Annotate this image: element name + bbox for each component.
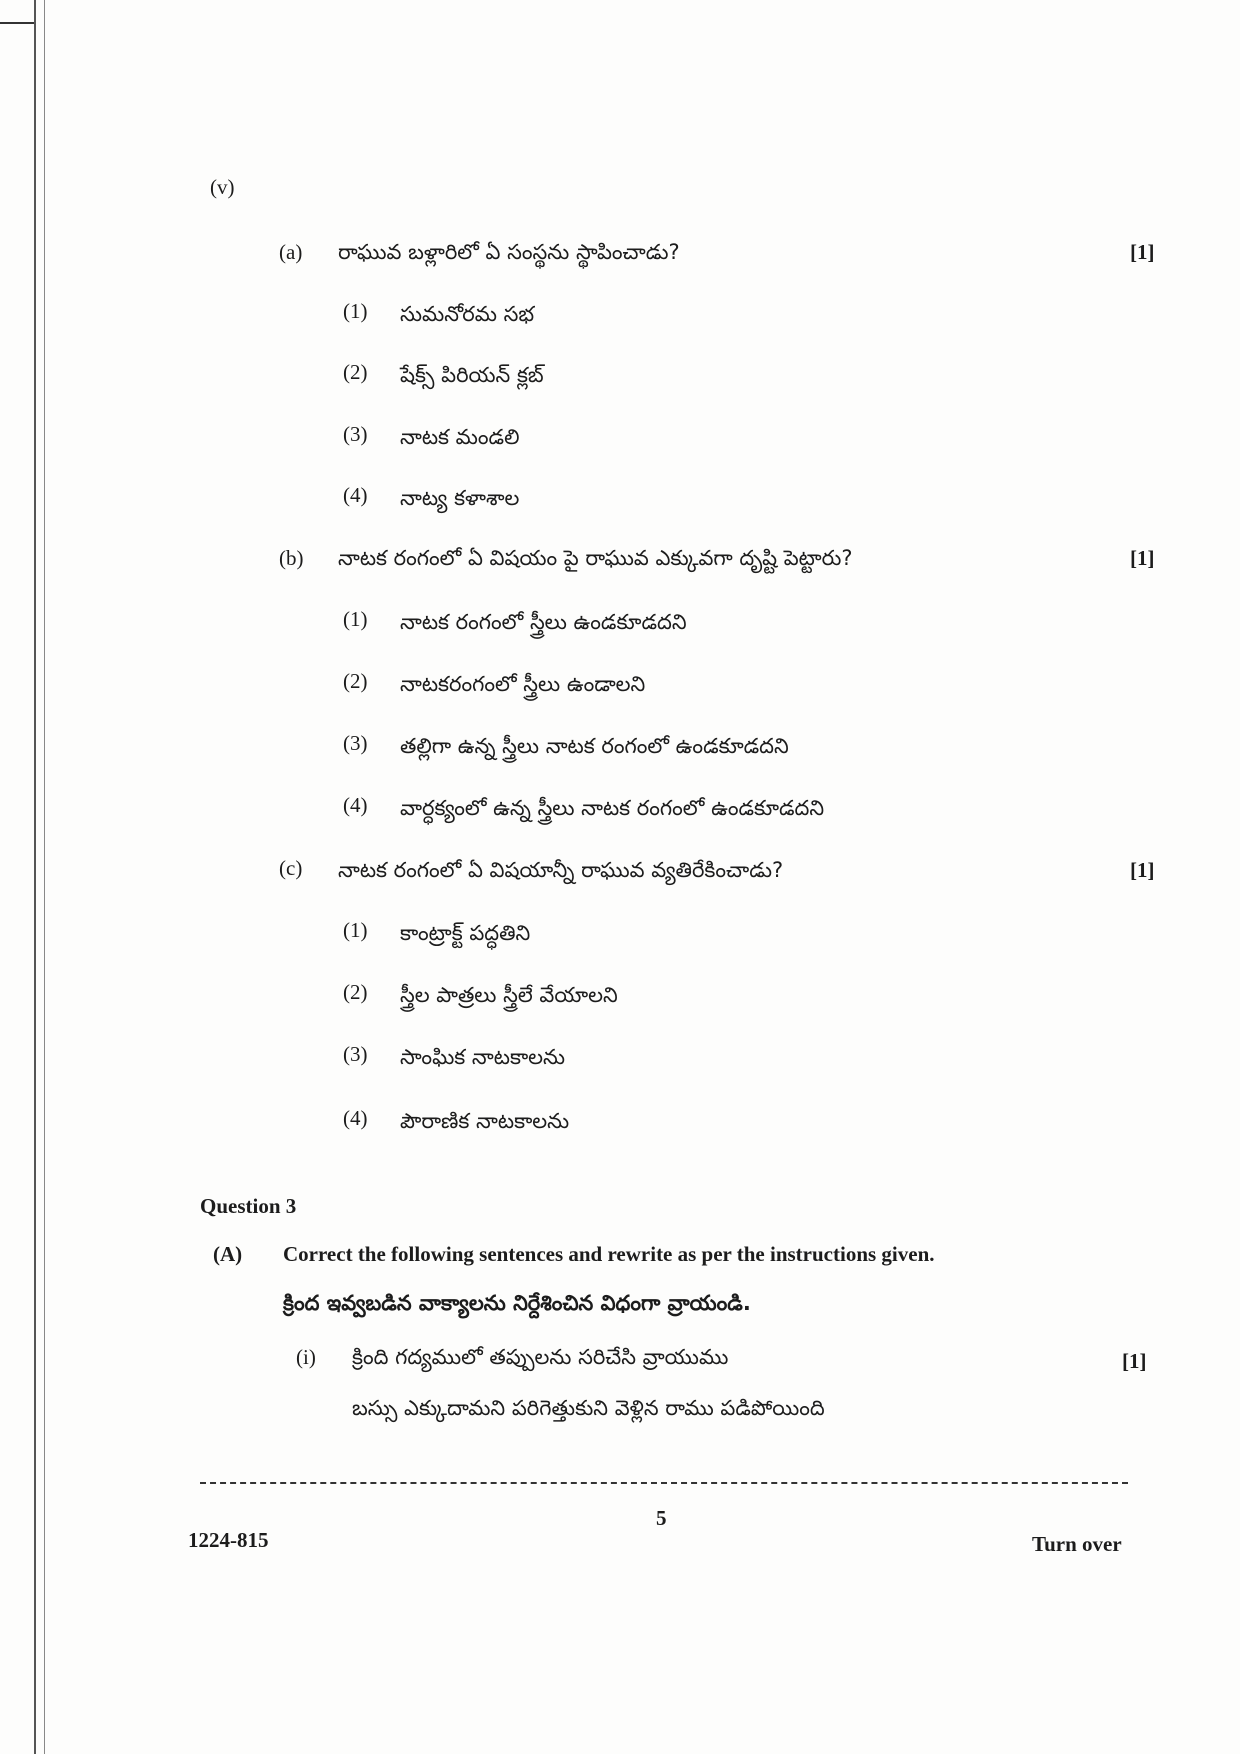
question-a-label: (a) (279, 240, 303, 264)
question3-heading: Question 3 (200, 1194, 297, 1218)
option-text: వార్ధక్యంలో ఉన్న స్త్రీలు నాటక రంగంలో ఉండకూడదని (400, 796, 825, 820)
turn-over-label: Turn over (1032, 1532, 1122, 1556)
option-text: నాట్య కళాశాల (400, 486, 520, 510)
page-number: 5 (656, 1506, 667, 1530)
question-b-marks: [1] (1130, 546, 1155, 570)
part-a-instruction-en: Correct the following sentences and rewrite as per the instructions given. (283, 1242, 935, 1266)
option-num: (4) (343, 1106, 368, 1130)
part-a-label: (A) (213, 1242, 243, 1266)
question-a-marks: [1] (1130, 240, 1155, 264)
item-i-sentence: బస్సు ఎక్కుదామని పరిగెత్తుకుని వెళ్లిన రాము పడిపోయింది (352, 1396, 825, 1420)
option-num: (4) (343, 793, 368, 817)
paper-code: 1224-815 (188, 1528, 269, 1552)
option-text: నాటకరంగంలో స్త్రీలు ఉండాలని (400, 672, 646, 696)
option-text: షేక్స్ పిరియన్ క్లబ్ (400, 363, 544, 387)
option-num: (2) (343, 669, 368, 693)
option-text: సుమనోరమ సభ (400, 302, 535, 326)
item-i-marks: [1] (1122, 1349, 1147, 1373)
option-num: (3) (343, 422, 368, 446)
option-num: (1) (343, 607, 368, 631)
question-a-text: రాఘువ బళ్లారిలో ఏ సంస్థను స్థాపించాడు? (338, 240, 680, 264)
question-b-label: (b) (279, 546, 304, 570)
option-num: (4) (343, 483, 368, 507)
option-text: నాటక మండలి (400, 425, 520, 449)
option-text: కాంట్రాక్ట్ పద్ధతిని (400, 921, 531, 945)
option-num: (2) (343, 980, 368, 1004)
binder-edge-line-inner (44, 0, 45, 1754)
option-text: పౌరాణిక నాటకాలను (400, 1109, 570, 1133)
binder-edge-line (34, 0, 36, 1754)
option-text: తల్లిగా ఉన్న స్త్రీలు నాటక రంగంలో ఉండకూడదని (400, 734, 789, 758)
option-text: సాంఘిక నాటకాలను (400, 1045, 566, 1069)
item-i-label: (i) (296, 1345, 316, 1369)
question-c-marks: [1] (1130, 858, 1155, 882)
option-num: (3) (343, 1042, 368, 1066)
binder-edge-mark (0, 0, 34, 24)
section-label: (v) (210, 175, 235, 199)
question-c-text: నాటక రంగంలో ఏ విషయాన్నీ రాఘువ వ్యతిరేకించాడు? (338, 858, 784, 882)
question-c-label: (c) (279, 856, 303, 880)
option-num: (2) (343, 360, 368, 384)
option-text: స్త్రీల పాత్రలు స్త్రీలే వేయాలని (400, 983, 618, 1007)
part-a-instruction-te: క్రింద ఇవ్వబడిన వాక్యాలను నిర్దేశించిన విధంగా వ్రాయండి. (283, 1291, 751, 1315)
option-text: నాటక రంగంలో స్త్రీలు ఉండకూడదని (400, 610, 687, 634)
question-b-text: నాటక రంగంలో ఏ విషయం పై రాఘువ ఎక్కువగా దృష్టి పెట్టారు? (338, 546, 853, 570)
option-num: (1) (343, 918, 368, 942)
item-i-text: క్రింది గద్యములో తప్పులను సరిచేసి వ్రాయుము (352, 1345, 729, 1369)
option-num: (3) (343, 731, 368, 755)
option-num: (1) (343, 299, 368, 323)
footer-divider (200, 1482, 1128, 1484)
